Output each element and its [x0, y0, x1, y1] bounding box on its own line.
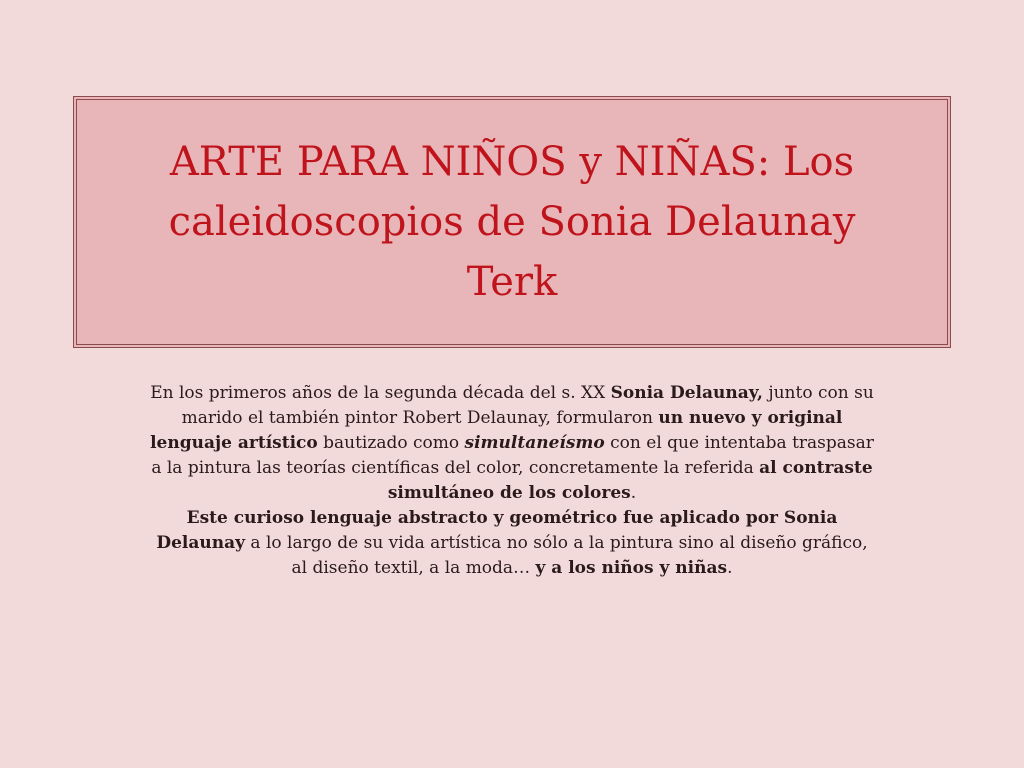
- p1-text-4: con el que intentaba traspasar a la pintura las teorías científicas del color, concretamente la referida: [151, 433, 874, 478]
- slide-body: [150, 381, 874, 581]
- p1-bold-sonia: Sonia Delaunay,: [610, 383, 763, 403]
- p1-bold-lenguaje: un nuevo y original lenguaje artístico: [150, 408, 843, 453]
- p1-text-2: junto con su marido el también pintor Robert Delaunay, formularon: [181, 383, 874, 428]
- p1-bold-italic-simultaneismo: simultaneísmo: [464, 433, 605, 453]
- p1-bold-contraste: al contraste simultáneo de los colores: [387, 458, 873, 503]
- p1-text-5: .: [630, 483, 637, 503]
- p2-text-1: a lo largo de su vida artística no sólo a la pintura sino al diseño gráfico, al diseño textil, a la moda…: [245, 533, 868, 578]
- title-box: [76, 99, 948, 345]
- p2-bold-lenguaje-abstracto: Este curioso lenguaje abstracto y geométrico fue aplicado por Sonia Delaunay: [156, 508, 838, 553]
- p2-bold-ninos: y a los niños y niñas: [535, 558, 728, 578]
- paragraph-application: [150, 506, 874, 581]
- p1-text-3: bautizado como: [317, 433, 465, 453]
- paragraph-intro: [150, 381, 874, 506]
- slide-title: ARTE PARA NIÑOS y NIÑAS: Los caleidoscopios de Sonia Delaunay Terk: [168, 139, 856, 305]
- p1-text-1: En los primeros años de la segunda década del s. XX: [150, 383, 611, 403]
- p2-text-2: .: [727, 558, 733, 578]
